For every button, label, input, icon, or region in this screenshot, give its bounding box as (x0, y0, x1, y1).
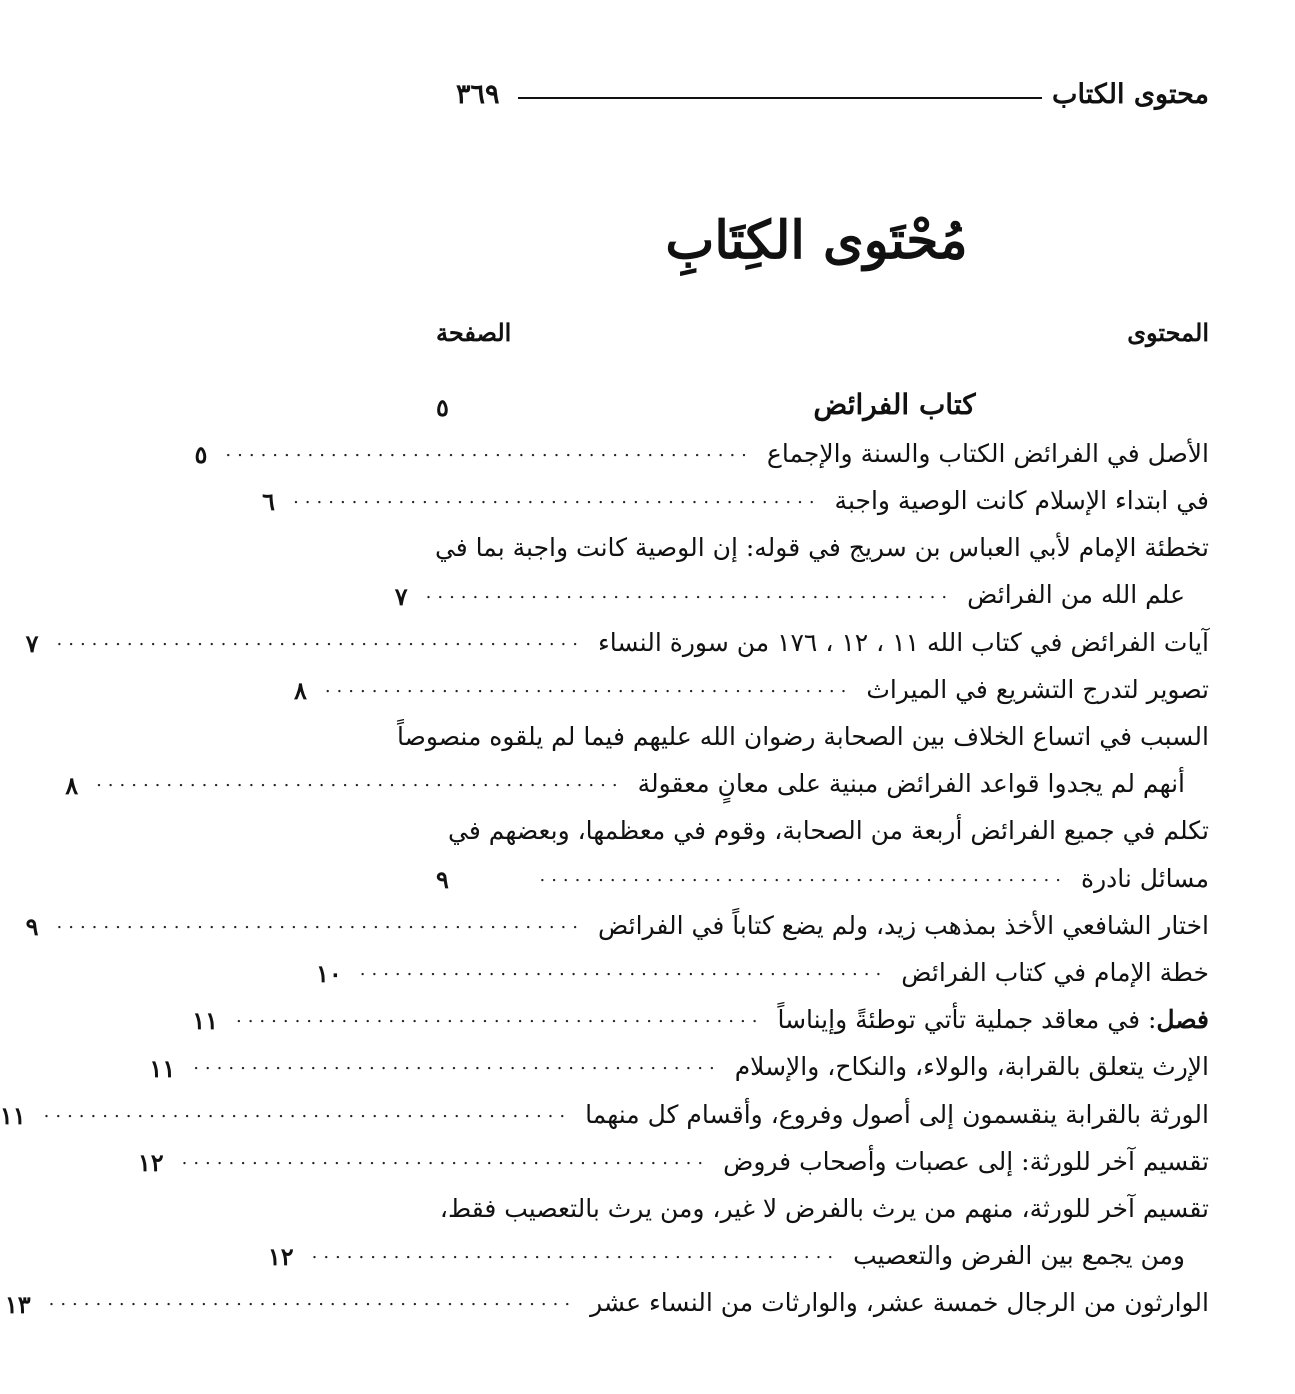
toc-entry-text: السبب في اتساع الخلاف بين الصحابة رضوان الله عليهم فيما لم يلقوه منصوصاً (396, 722, 1209, 751)
toc-entry-text: في ابتداء الإسلام كانت الوصية واجبة (834, 486, 1209, 516)
toc-entry-page: ٩ (25, 912, 39, 942)
toc-entry-text: تكلم في جميع الفرائض أربعة من الصحابة، وقوم في معظمها، وبعضهم في (447, 816, 1209, 846)
toc-entry-text: أنهم لم يجدوا قواعد الفرائض مبنية على معانٍ معقولة (637, 769, 1185, 799)
toc-entry-text: الورثة بالقرابة ينقسمون إلى أصول وفروع، وأقسام كل منهما (585, 1099, 1209, 1129)
dot-leader: ............................................. (324, 675, 853, 697)
toc-entry-page: ١٢ (267, 1242, 294, 1272)
dot-leader: ............................................. (56, 628, 584, 650)
toc-entry-page: ٨ (293, 676, 307, 706)
table-of-contents (0, 376, 1209, 1320)
content-column-header: المحتوى (1127, 318, 1209, 347)
toc-entry-text: علم الله من الفرائض (967, 580, 1185, 610)
toc-entry-text (777, 1004, 1209, 1037)
toc-entry-text: الإرث يتعلق بالقرابة، والولاء، والنكاح، والإسلام (734, 1052, 1209, 1082)
toc-entry (25, 895, 1209, 942)
page-column-header: الصفحة (436, 318, 512, 347)
toc-entry (394, 565, 1209, 612)
column-headers (436, 318, 1209, 347)
toc-entry-text: الأصل في الفرائض الكتاب والسنة والإجماع (766, 438, 1209, 468)
toc-entry (262, 470, 1209, 517)
fasl-label: فصل (1156, 1005, 1209, 1035)
toc-entry-page: ١١ (0, 1100, 26, 1130)
toc-entry-page: ١١ (192, 1006, 218, 1036)
toc-entry-text: كتاب الفرائض (813, 387, 976, 421)
toc-entry (65, 754, 1209, 801)
toc-entry (25, 612, 1209, 659)
dot-leader: ............................................. (359, 959, 888, 981)
toc-entry (4, 1273, 1209, 1320)
header-rule (518, 97, 1043, 99)
toc-entry-text: مسائل نادرة (1080, 863, 1209, 893)
dot-leader: ............................................. (293, 487, 821, 509)
toc-entry-page: ٧ (25, 628, 39, 658)
toc-entry-text: اختار الشافعي الأخذ بمذهب زيد، ولم يضع كتاباً في الفرائض (598, 910, 1209, 940)
toc-entry-page: ١١ (149, 1053, 176, 1083)
dot-leader: ............................................. (235, 1006, 764, 1028)
toc-entry (436, 848, 1209, 895)
dot-leader: ............................................. (311, 1242, 840, 1264)
fasl-text: : في معاقد جملية تأتي توطئةً وإيناساً (777, 1005, 1157, 1035)
dot-leader: ............................................. (181, 1147, 710, 1169)
dot-leader: ............................................. (225, 439, 753, 461)
toc-entry-page: ١٠ (315, 959, 342, 989)
running-header (456, 72, 1209, 116)
toc-entry (267, 1225, 1209, 1272)
toc-entry-text: ومن يجمع بين الفرض والتعصيب (853, 1241, 1185, 1271)
page-title: مُحْتَوى الكِتَابِ (665, 210, 968, 271)
dot-leader: ............................................. (48, 1289, 577, 1311)
toc-entry-text: آيات الفرائض في كتاب الله ١١ ، ١٢ ، ١٧٦ من سورة النساء (598, 627, 1209, 657)
toc-entry-page: ٧ (394, 581, 408, 611)
page-number: ٣٦٩ (456, 78, 500, 110)
toc-entry (192, 989, 1209, 1036)
toc-entry-page: ٨ (65, 770, 79, 800)
dot-leader: ............................................. (96, 770, 624, 792)
toc-entry-text: الوارثون من الرجال خمسة عشر، والوارثات من النساء عشر (590, 1288, 1209, 1318)
toc-entry-text: تصوير لتدرج التشريع في الميراث (866, 674, 1209, 704)
toc-entry-page: ١٢ (137, 1148, 164, 1177)
toc-entry-text: خطة الإمام في كتاب الفرائض (901, 957, 1209, 987)
toc-entry (396, 706, 1209, 753)
toc-entry-text: تقسيم آخر للورثة، منهم من يرث بالفرض لا غير، ومن يرث بالتعصيب فقط، (439, 1193, 1209, 1223)
toc-entry (194, 423, 1209, 470)
toc-entry (137, 1131, 1209, 1178)
running-header-title: محتوى الكتاب (1052, 78, 1209, 110)
dot-leader: ............................................. (539, 864, 1067, 886)
toc-entry (293, 659, 1209, 706)
toc-section-heading (436, 376, 1209, 423)
toc-entry-page: ٩ (436, 864, 449, 894)
toc-entry (315, 942, 1209, 989)
toc-entry-text: تخطئة الإمام لأبي العباس بن سريج في قوله: إن الوصية كانت واجبة بما في (434, 533, 1209, 563)
toc-entry (436, 518, 1209, 565)
dot-leader: ............................................. (43, 1100, 572, 1122)
dot-leader: ............................................. (425, 581, 954, 603)
dot-leader: ............................................. (56, 911, 584, 933)
toc-entry (149, 1037, 1209, 1084)
toc-entry (436, 1178, 1209, 1225)
toc-entry-page: ١٣ (4, 1289, 31, 1319)
toc-entry (436, 801, 1209, 848)
toc-entry-page: ٥ (436, 393, 449, 422)
toc-entry-text: تقسيم آخر للورثة: إلى عصبات وأصحاب فروض (723, 1146, 1209, 1176)
toc-entry-page: ٦ (262, 487, 276, 517)
toc-entry-page: ٥ (194, 440, 208, 470)
dot-leader: ............................................. (193, 1053, 721, 1075)
toc-entry (0, 1084, 1209, 1131)
